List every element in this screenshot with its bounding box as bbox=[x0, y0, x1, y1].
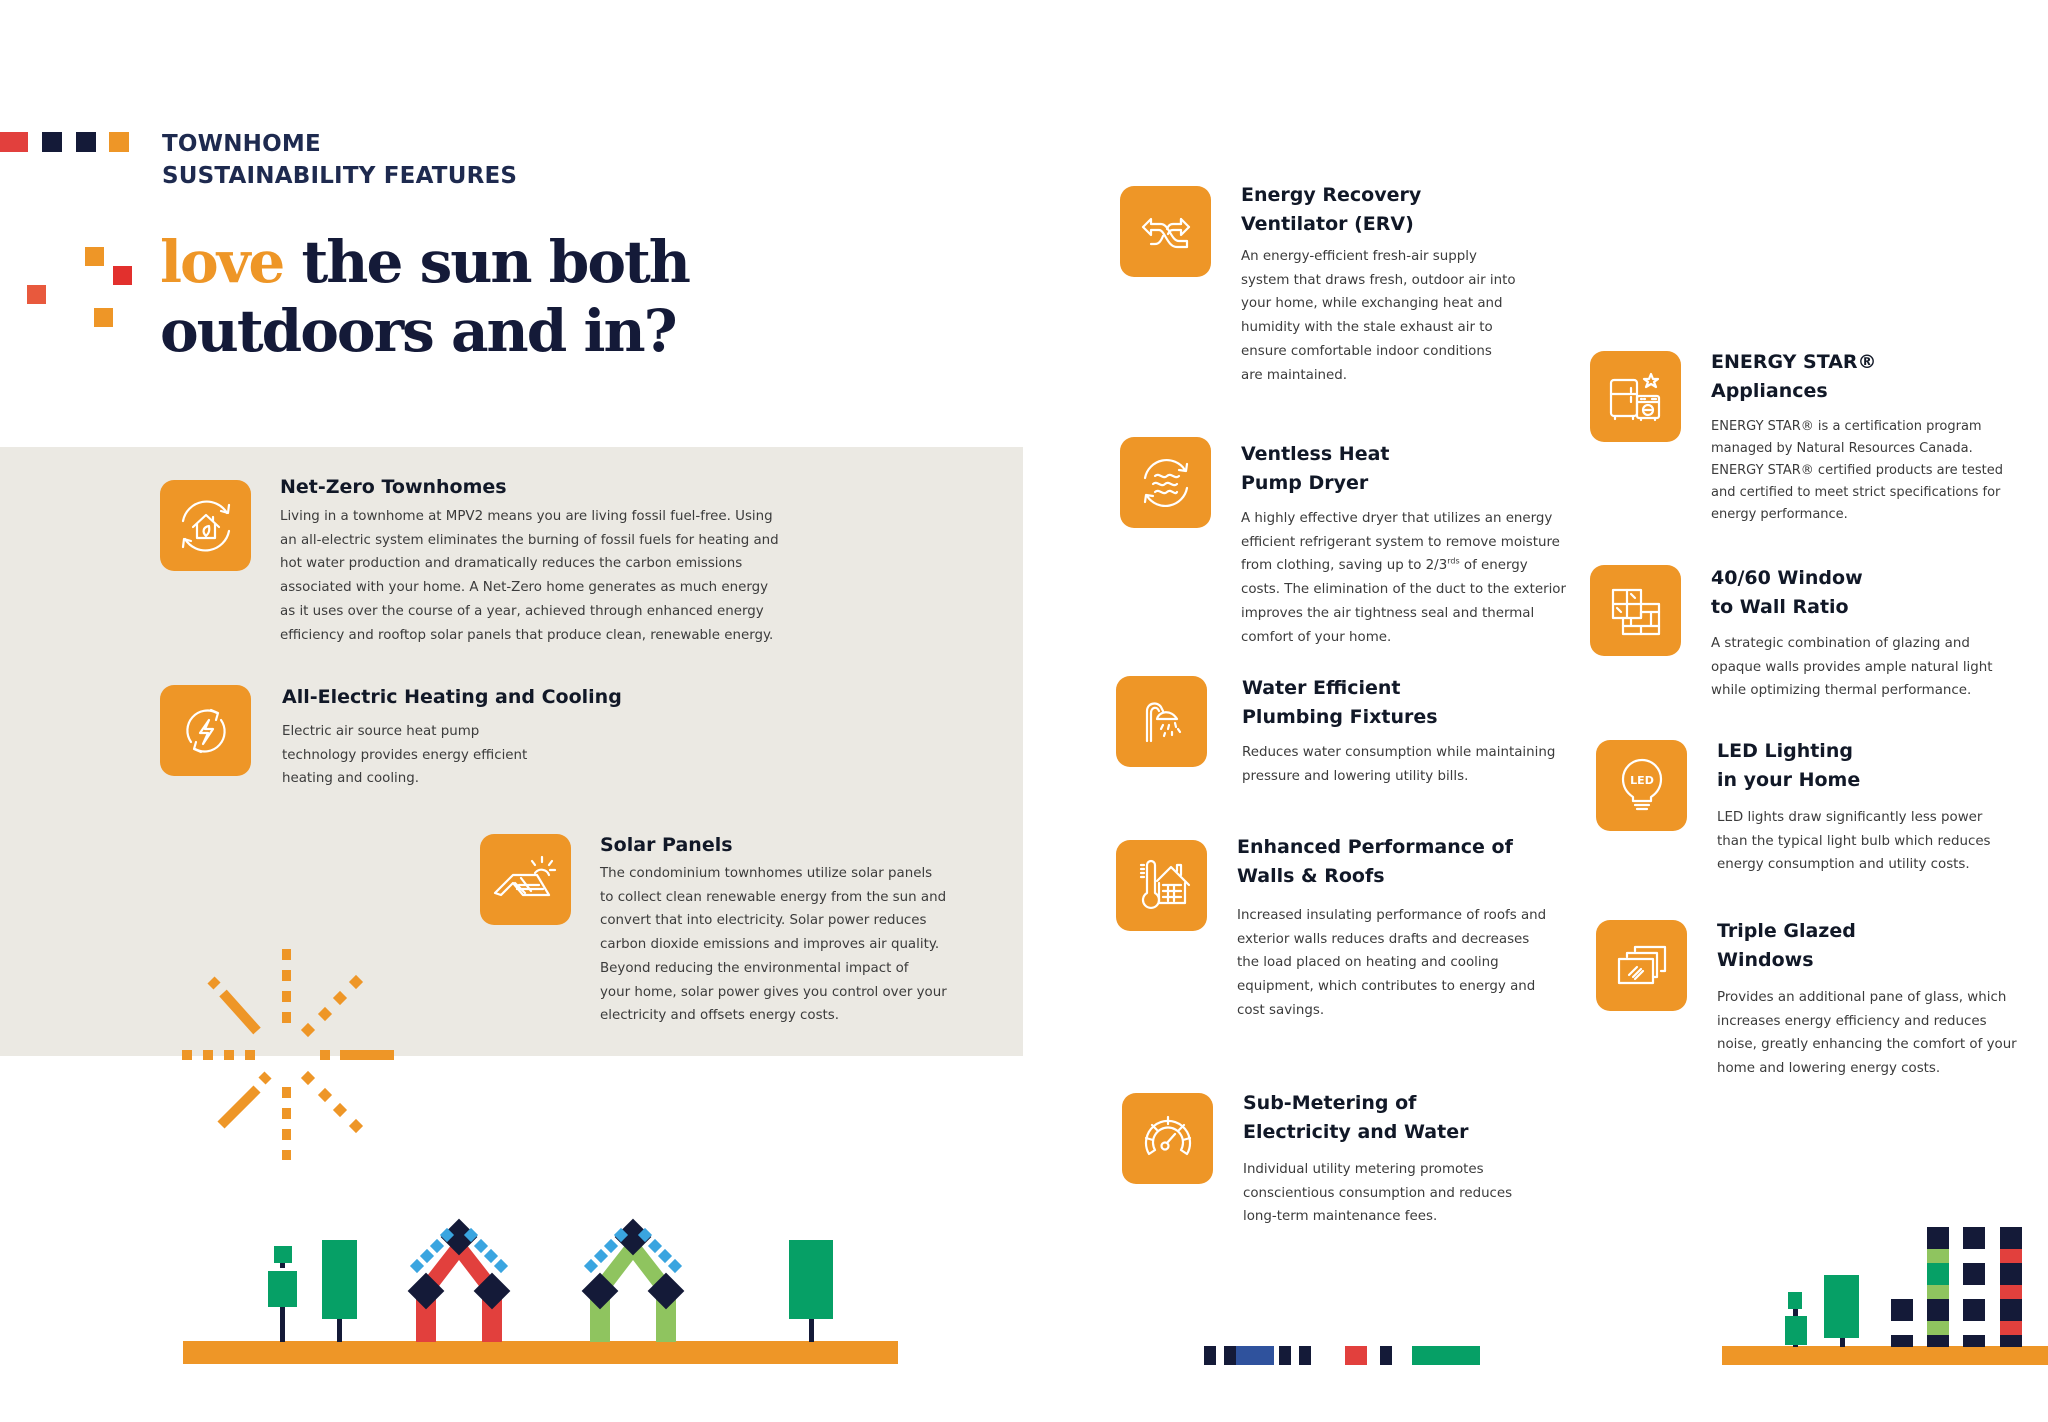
all-electric-description: Electric air source heat pump technology provides energy efficient heating and cooling. bbox=[282, 724, 528, 787]
triple-pane-window-icon bbox=[1607, 931, 1677, 1001]
waves-cycle-icon bbox=[1131, 448, 1201, 518]
led-icon-box bbox=[1596, 740, 1687, 831]
all-electric-title: All-Electric Heating and Cooling bbox=[282, 686, 622, 708]
walls-description: Increased insulating performance of roofs and exterior walls reduces drafts and decreases the load placed on heating and cooling equipment, which contributes to energy and cost savings. bbox=[1237, 908, 1547, 1018]
triple-glazed-title: Triple Glazed Windows bbox=[1717, 920, 1856, 971]
decor-square-red bbox=[0, 132, 28, 152]
sun-rays-illustration bbox=[175, 945, 400, 1165]
shower-head-icon bbox=[1127, 687, 1197, 757]
kicker-line-1: TOWNHOME bbox=[162, 131, 321, 157]
house-leaf-cycle-icon bbox=[171, 491, 241, 561]
solar-icon-box bbox=[480, 834, 571, 925]
triple-glazed-description: Provides an additional pane of glass, which increases energy efficiency and reduces noise, greatly enhancing the comfort of your home and lowering energy costs. bbox=[1717, 990, 2017, 1077]
headline-line-1: the sun both bbox=[283, 228, 689, 296]
window-ratio-icon-box bbox=[1590, 565, 1681, 656]
dryer-description: A highly effective dryer that utilizes an energy efficient refrigerant system to remove moisture from clothing, saving up to $2/3^{rds}$ of energy costs. The elimination of the duct to the exterior improves the air tightness seal and thermal comfort of your home. bbox=[1241, 511, 1566, 645]
decor-bar-red bbox=[1345, 1346, 1367, 1365]
appliances-star-icon bbox=[1601, 362, 1671, 432]
metering-title: Sub-Metering of Electricity and Water bbox=[1243, 1092, 1469, 1143]
decor-bar-navy bbox=[1204, 1346, 1216, 1365]
crossing-arrows-icon bbox=[1131, 197, 1201, 267]
townhomes-scene-clean bbox=[180, 1160, 900, 1370]
decor-bar-navy bbox=[1380, 1346, 1392, 1365]
decor-square-navy bbox=[76, 132, 96, 152]
all-electric-icon-box bbox=[160, 685, 251, 776]
led-title: LED Lighting in your Home bbox=[1717, 740, 1861, 791]
kicker-line-2: SUSTAINABILITY FEATURES bbox=[162, 163, 518, 189]
plumbing-title: Water Efficient Plumbing Fixtures bbox=[1242, 677, 1438, 728]
energy-star-description: ENERGY STAR® is a certification program managed by Natural Resources Canada. ENERGY STAR® certified products are tested and certified to meet strict specifications for energy performance. bbox=[1711, 419, 2003, 522]
net-zero-title: Net-Zero Townhomes bbox=[280, 476, 507, 498]
decor-bar-navy bbox=[1299, 1346, 1311, 1365]
energy-star-icon-box bbox=[1590, 351, 1681, 442]
decor-square-red bbox=[113, 266, 132, 285]
net-zero-description: Living in a townhome at MPV2 means you are living fossil fuel-free. Using an all-electric system eliminates the burning of fossil fuels for heating and hot water production and dramatically reduces the carbon emissions associated with your home. A Net-Zero home generates as much energy as it uses over the course of a year, achieved through enhanced energy efficiency and rooftop solar panels that produce clean, renewable energy. bbox=[280, 509, 779, 643]
dryer-title: Ventless Heat Pump Dryer bbox=[1241, 443, 1390, 494]
plumbing-icon-box bbox=[1116, 676, 1207, 767]
net-zero-icon-box bbox=[160, 480, 251, 571]
svg-text:LED: LED bbox=[1629, 773, 1654, 787]
erv-title: Energy Recovery Ventilator (ERV) bbox=[1241, 184, 1422, 235]
metering-description: Individual utility metering promotes conscientious consumption and reduces long-term maintenance fees. bbox=[1243, 1162, 1513, 1225]
decor-bar-navy bbox=[1224, 1346, 1236, 1365]
erv-icon-box bbox=[1120, 186, 1211, 277]
window-brick-wall-icon bbox=[1601, 576, 1671, 646]
walls-icon-box bbox=[1116, 840, 1207, 931]
decor-bar-navy bbox=[1279, 1346, 1291, 1365]
solar-title: Solar Panels bbox=[600, 834, 733, 856]
thermometer-house-icon bbox=[1127, 851, 1197, 921]
triple-glazed-icon-box bbox=[1596, 920, 1687, 1011]
solar-description: The condominium townhomes utilize solar panels to collect clean renewable energy from the sun and convert that into electricity. Solar power reduces carbon dioxide emissions and improves air quality. Beyond reducing the environmental impact of your home, solar power gives you control over your electricity and offsets energy costs. bbox=[600, 866, 947, 1024]
decor-bar-blue bbox=[1236, 1346, 1274, 1365]
erv-description: An energy-efficient fresh-air supply system that draws fresh, outdoor air into your home, while exchanging heat and humidity with the stale exhaust air to ensure comfortable indoor conditions are maintained. bbox=[1241, 249, 1516, 383]
section-kicker bbox=[162, 128, 517, 192]
headline-accent-word: love bbox=[160, 228, 284, 296]
metering-icon-box bbox=[1122, 1093, 1213, 1184]
decor-square-orange bbox=[109, 132, 129, 152]
plumbing-description: Reduces water consumption while maintaining pressure and lowering utility bills. bbox=[1242, 745, 1556, 784]
window-ratio-description: A strategic combination of glazing and opaque walls provides ample natural light while optimizing thermal performance. bbox=[1711, 636, 1993, 699]
decor-square-navy bbox=[42, 132, 62, 152]
headline-line-2: outdoors and in? bbox=[160, 297, 676, 365]
led-description: LED lights draw significantly less power than the typical light bulb which reduces energy consumption and utility costs. bbox=[1717, 810, 1991, 873]
led-bulb-icon bbox=[1607, 751, 1677, 821]
walls-title: Enhanced Performance of Walls & Roofs bbox=[1237, 836, 1513, 887]
decor-square-orange bbox=[94, 308, 113, 327]
lightning-cycle-icon bbox=[171, 696, 241, 766]
city-buildings-illustration bbox=[1700, 1210, 2048, 1370]
page-headline bbox=[160, 228, 689, 366]
window-ratio-title: 40/60 Window to Wall Ratio bbox=[1711, 567, 1863, 618]
dryer-icon-box bbox=[1120, 437, 1211, 528]
decor-square-coral bbox=[27, 285, 46, 304]
energy-star-title: ENERGY STAR® Appliances bbox=[1711, 351, 1877, 402]
solar-roof-icon bbox=[491, 845, 561, 915]
gauge-meter-icon bbox=[1133, 1104, 1203, 1174]
decor-bar-green bbox=[1412, 1346, 1480, 1365]
decor-square-orange bbox=[85, 247, 104, 266]
